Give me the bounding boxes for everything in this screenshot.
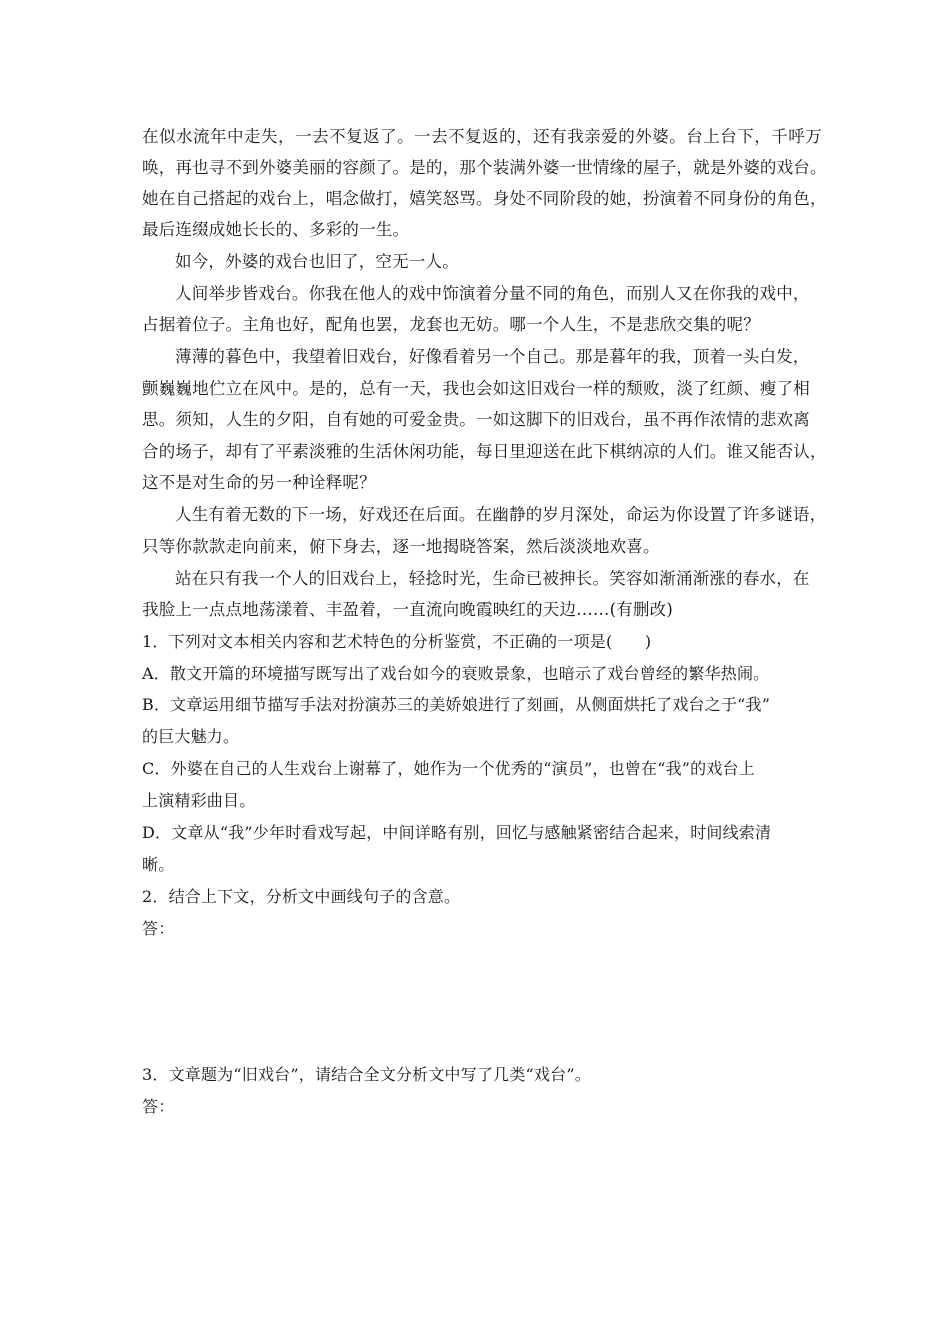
- passage-line: 在似水流年中走失，一去不复返了。一去不复返的，还有我亲爱的外婆。台上台下，千呼万: [142, 127, 822, 146]
- passage-line: 人间举步皆戏台。你我在他人的戏中饰演着分量不同的角色，而别人又在你我的戏中，: [175, 284, 810, 303]
- passage-line: 如今，外婆的戏台也旧了，空无一人。: [175, 252, 459, 271]
- passage-line: 最后连缀成她长长的、多彩的一生。: [142, 220, 410, 239]
- option-b: B．文章运用细节描写手法对扮演苏三的美娇娘进行了刻画，从侧面烘托了戏台之于“我”: [142, 695, 771, 714]
- option-b-cont: 的巨大魅力。: [142, 727, 240, 746]
- passage-line: 这不是对生命的另一种诠释呢？: [142, 473, 376, 492]
- passage-line: 占据着位子。主角也好，配角也罢，龙套也无妨。哪一个人生，不是悲欣交集的呢？: [142, 315, 760, 334]
- question-2-stem: 2．结合上下文，分析文中画线句子的含意。: [142, 887, 461, 906]
- question-1-stem: 1．下列对文本相关内容和艺术特色的分析鉴赏，不正确的一项是( ): [142, 632, 652, 651]
- passage-line: 她在自己搭起的戏台上，唱念做打，嬉笑怒骂。身处不同阶段的她，扮演着不同身份的角色，: [142, 189, 827, 208]
- answer-label: 答：: [142, 1097, 175, 1116]
- option-d: D．文章从“我”少年时看戏写起，中间详略有别，回忆与感触紧密结合起来，时间线索清: [142, 823, 772, 842]
- option-a: A．散文开篇的环境描写既写出了戏台如今的衰败景象，也暗示了戏台曾经的繁华热闹。: [142, 664, 770, 683]
- passage-line: 薄薄的暮色中，我望着旧戏台，好像看着另一个自己。那是暮年的我，顶着一头白发，: [175, 347, 810, 366]
- question-3-stem: 3．文章题为“旧戏台”，请结合全文分析文中写了几类“戏台”。: [142, 1065, 591, 1084]
- passage-line: 只等你款款走向前来，俯下身去，逐一地揭晓答案，然后淡淡地欢喜。: [142, 537, 660, 556]
- passage-line: 唤，再也寻不到外婆美丽的容颜了。是的，那个装满外婆一世情缘的屋子，就是外婆的戏台。: [142, 158, 827, 177]
- passage-line: 思。须知，人生的夕阳，自有她的可爱金贵。一如这脚下的旧戏台，虽不再作浓情的悲欢离: [142, 410, 810, 429]
- option-c: C．外婆在自己的人生戏台上谢幕了，她作为一个优秀的“演员”，也曾在“我”的戏台上: [142, 759, 755, 778]
- passage-line: 站在只有我一个人的旧戏台上，轻捻时光，生命已被抻长。笑容如渐涌渐涨的春水，在: [175, 569, 810, 588]
- passage-line: 人生有着无数的下一场，好戏还在后面。在幽静的岁月深处，命运为你设置了许多谜语，: [175, 505, 827, 524]
- passage-line: 合的场子，却有了平素淡雅的生活休闲功能，每日里迎送在此下棋纳凉的人们。谁又能否认，: [142, 442, 827, 461]
- passage-line: 颤巍巍地伫立在风中。是的，总有一天，我也会如这旧戏台一样的颓败，淡了红颜、瘦了相: [142, 379, 810, 398]
- option-d-cont: 晰。: [142, 855, 175, 874]
- passage-line: 我脸上一点点地荡漾着、丰盈着，一直流向晚霞映红的天边……(有删改): [142, 600, 673, 619]
- answer-label: 答：: [142, 919, 175, 938]
- option-c-cont: 上演精彩曲目。: [142, 791, 256, 810]
